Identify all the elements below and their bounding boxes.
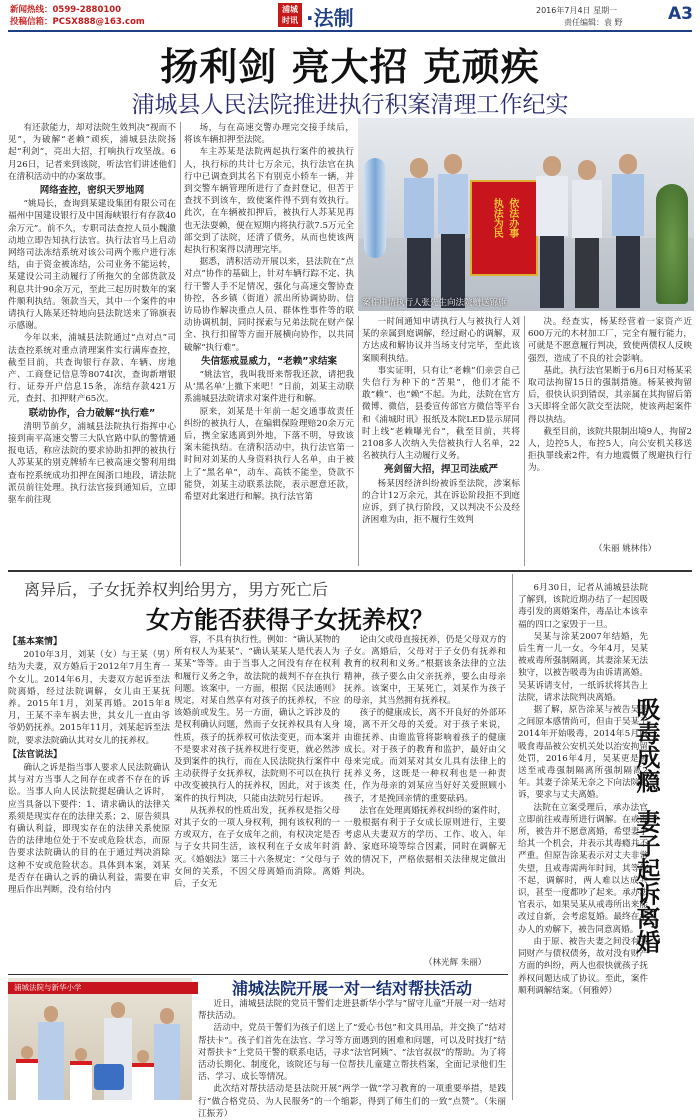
lead-divider-2 <box>358 316 359 566</box>
activity-banner <box>8 982 198 994</box>
custody-headline: 女方能否获得子女抚养权？ <box>146 606 434 634</box>
paragraph: 事实证明，只有让“老赖”们亲尝自己失信行为种下的“苦果”，他们才能不敢“赖”、也“赖”不起。为此，法院在官方微博、微信，县委宣传部官方微信等平台和《浦城时讯》报纸及本院LED显示屏同时上线“老赖曝光台”，截至目前，共将2108多人次纳入失信被执行人名单，22名被执行人主动履行义务。 <box>362 365 520 462</box>
lead-col-3 <box>362 316 520 566</box>
paragraph: 一时间通知申请执行人与被执行人刘某的亲属到庭调解，经过耐心的调解，双方达成和解协议并当场支付完毕，至此该案顺利执结。 <box>362 317 520 364</box>
subhead: 亮剑留大招，捍卫司法威严 <box>383 464 498 476</box>
custody-col-3 <box>344 634 506 950</box>
paragraph: “姚局长，查询到某建设集团有限公司在福州中国建设银行及中国海峡银行有存款40余万元”。前不久，专职司法查控人员小魏激动地立即告知执行法官。执行法官马上启动网络司法冻结系统对该公司两个账户进行冻结，由于资金被冻结，公司业务不能运转，某建设公司主动履行了所拖欠的全部货款及利息共计90余万元，至此三起历时数年的案件顺利执结。领款当天，其中一个案件的申请执行人陈某还特地向县法院送来了锦旗表示感谢。 <box>8 199 176 332</box>
drug-body <box>518 582 648 1100</box>
paragraph: 吴某与涂某2007年结婚，先后生育一儿一女。今年4月，吴某被戒毒所强制隔离，其妻涂某无法独守，以被告吸毒为由诉请离婚。吴某诉请支付，一纸诉状将其告上法院，请求法院判决离婚。 <box>518 631 648 703</box>
lead-col-1 <box>8 122 176 566</box>
right-divider <box>512 574 513 1100</box>
activity-banner-text: 浦城法院与新华小学 <box>14 983 82 992</box>
lead-headline: 扬利剑 亮大招 克顽疾 <box>160 45 540 89</box>
lead-divider-3 <box>524 316 525 566</box>
paragraph: 容，不具有执行性。例如：“确认某物的所有权人为某某”、“确认某某人是代表人为某某”等等。由于当事人之间没有存在权利和履行义务之争，故法院的裁判不存在执行问题。该案中，一方面，根据《民法通则》规定，对某自然享有对孩子的抚养权，不应该婚前或发生。另一方面，确认之诉涉及的是权利确认问题，然而子女抚养权具有人身性质，孩子的抚养权可依法变更，而本案并不是要求对孩子抚养权进行变更，就必然涉及到案件的执行，而在人民法院执行案件中主动获得子女抚养权，法院则不可以在执行中改变被执行人的抚养权，因此，对于该类案件的执行判决，只能由法院另行起诉。 <box>174 635 340 804</box>
adult-3 <box>154 1008 180 1100</box>
paragraph: 从抚养权的性质出发，抚养权是指父母对其子女的一项人身权利，拥有该权利的一方或双方，在子女成年之前，有权决定是否与子女共同生活，该权利在子女成年时消灭。《婚姻法》第三十六条规定：“父母与子女间的关系，不因父母离婚而消除。离婚后，子女无 <box>174 805 340 890</box>
paragraph: 有还款能力，却对法院生效判决“视而不见”，为破解“老赖”顽疾，浦城县法院扬起“利剑”，亮出大招，打响执行攻坚战。6月26日，记者来到该院，听法官们讲述他们在清积活动中的办案故事。 <box>8 123 176 182</box>
custody-col-2 <box>174 634 340 970</box>
activity-headline: 浦城法院开展一对一结对帮扶活动 <box>231 979 472 998</box>
paragraph: 清明节前夕，浦城县法院执行指挥中心接到南平高速交警三大队官路中队的警情通报电话，称应法院的要求协助扣押的被执行人苏某某的别克牌轿车已被高速交警利用缉查布控系统成功扣押在闽浙口地段，请法院派员前往处理。执行法官接到通知后，立即驱车前往现 <box>8 421 176 506</box>
lead-col-4 <box>528 316 692 536</box>
page-number: A3 <box>668 4 693 24</box>
lead-photo-caption: 案件申请执行人张先生向法院赠送锦旗 <box>362 298 507 308</box>
person-5 <box>612 154 644 308</box>
section-label: 【法官说法】 <box>8 749 63 760</box>
paragraph: 确认之诉是指当事人要求人民法院确认其与对方当事人之间存在或者不存在的诉讼。当事人向人民法院提起确认之诉时，应当具备以下要件：1、请求确认的法律关系须是现实存在的法律关系；2、原告须具有确认利益，即现实存在的法律关系使原告的法律地位处于不安或危险状态，而原告要求法院确认的目的在于通过判决消除这种不安或危险状态。具体到本案，刘某是否存在确认之诉的确认利益，需要在审理后作出判断，没有给付内 <box>8 763 170 896</box>
hotline: 新闻热线：0599-2880100 <box>10 5 122 15</box>
plant <box>656 184 688 304</box>
person-3 <box>536 156 568 308</box>
masthead-rule <box>8 30 692 32</box>
paragraph: 场，与在高速交警办理完交接手续后，将该车辆扣押至法院。 <box>184 123 354 146</box>
paragraph: 决。经查实，杨某经营着一家资产近600万元的木材加工厂，完全有履行能力，可就是不愿意履行判决，致使两债权人反映强烈，造成了不良的社会影响。 <box>528 317 692 364</box>
paragraph: 法院在立案受理后，承办法官立即前往戒毒所进行调解。在戒毒所，被告并不愿意离婚，希望妻子给其一个机会，并表示其毒瘾并不严重。但原告涂某表示对丈夫非常失望，且戒毒需两年时间，其等待不起，调解时，两人难以达成共识，甚至一度都吵了起来。承办法官表示，如果吴某从戒毒所出来能改过自新，会考虑复婚。最终在承办人的劝解下，被告同意离婚。 <box>518 802 648 935</box>
paragraph: 由于原、被告夫妻之间没有共同财产与债权债务，故对没有财产方面的纠纷，两人也很快就孩子抚养权问题达成了协议。至此，案件顺利调解结案。（何雅婷） <box>518 936 648 996</box>
lead-subheadline: 浦城县人民法院推进执行积案清理工作纪实 <box>131 92 569 118</box>
paragraph: 截至目前，该院共限制出境9人，拘留2人，边控5人，布控5人，向公安机关移送拒执罪线索2件，有力地震慑了规避执行行为。 <box>528 426 692 474</box>
lead-col-2 <box>184 122 354 566</box>
subhead: 网络查控，密织天罗地网 <box>39 185 145 197</box>
banner <box>470 180 538 276</box>
paragraph: “姚法官，我叫我哥来帮我还款，请把我从‘黑名单’上撤下来吧！”日前，刘某主动联系浦城县法院请求对案件进行和解。 <box>184 370 354 405</box>
vase <box>364 158 386 258</box>
child-3 <box>132 1050 154 1100</box>
masthead <box>0 0 700 30</box>
paragraph: 今年以来，浦城县法院通过“点对点”司法查控系统对重点清理案件实行满库查控，截至目前，共查询银行存款、车辆、房地产、工商登记信息等8074I次，查询新增银行、证券开户信息15条，冻结存款421万元，查封、扣押财产65次。 <box>8 333 176 405</box>
custody-col-1 <box>8 634 170 970</box>
paragraph: 法官在处理离婚抚养权纠纷的案件时，一般根据有利于子女成长原则进行，主要考虑从夫妻双方的学历、工作、收入、年龄、家庭环境等综合因素，同时在调解无效的情况下，严格依据相关法律规定做出判决。 <box>344 805 506 877</box>
paragraph: 活动中，党员干警们为孩子们送上了“爱心书包”和文具用品，并交换了“结对帮扶卡”。孩子们首先在法官、学习等方面遇到的困难和问题，可以及时找打“结对帮扶卡”上党员干警的联系电话，寻求“法官阿姨”、“法官叔叔”的帮助。为了将活动长期化、制度化，该院还与每一位帮扶儿童建立帮扶档案，全面记录他们生活、学习、成长等情况。 <box>198 1023 506 1083</box>
section-rule-1 <box>8 570 692 572</box>
email: 投稿信箱：PCSX888@163.com <box>10 17 145 27</box>
activity-body <box>198 998 506 1119</box>
paragraph: 基此，执行法官果断于6月6日对杨某采取司法拘留15日的强制措施。杨某被拘留后，很快认识到错误，其亲属在其拘留后第3天即将全部欠款交至法院，使该两起案件得以执结。 <box>528 365 692 425</box>
paragraph: 近日，浦城县法院的党员干警们走进县新华小学与“留守儿童”开展一对一结对帮扶活动。 <box>198 999 506 1022</box>
paragraph: 孩子的健康成长，离不开良好的外部环境，离不开父母的关爱。对于孩子来说，由谁抚养、由谁监管将影响着孩子的健康成长。对于孩子的教育和监护，最好由父母来完成。而刘某对其女儿具有法律上的抚养义务，这既是一种权利也是一种责任，作为母亲的刘某应当好好关爱照顾小孩子，才是挽回亲情的重要砝码。 <box>344 708 506 804</box>
activity-photo <box>8 978 192 1100</box>
issue-date: 2016年7月4日 星期一 <box>536 6 618 15</box>
paragraph: 此次结对帮扶活动是县法院开展“两学一做”学习教育的一项重要举措，是践行“做合格党员、为人民服务”的一个缩影，得到了师生们的一致“点赞”。（朱丽 江振芳） <box>198 1084 506 1119</box>
subhead: 失信惩戒显威力，“老赖”求结案 <box>201 355 337 367</box>
custody-signature: （林光辉 朱丽） <box>424 958 487 968</box>
paragraph: 车主苏某是法院两起执行案件的被执行人，执行标的共计七万余元，执行法官在执行中已调查到其名下有别克小轿车一辆，并到交警车辆管理所进行了查封登记，但苦于查找不到该车，致使案件得不到有效执行。此次，在车辆被扣押后，被执行人苏某见再也无法耍赖，便在短期内将执行款7.5万元全部交到了法院，还清了债务，从而也使该两起执行积案得以清理完毕。 <box>184 147 354 256</box>
schoolbag <box>94 1064 124 1090</box>
person-2 <box>438 154 468 308</box>
paragraph: 据悉，清积活动开展以来，县法院在“点对点”协作的基础上，针对车辆行踪不定、执行干警人手不足情况，强化与高速交警协查协控，各乡镇（街道）派出所协调协助、信访局协作解决重点人员、群体性事件等的联动协调机制，同时探索与兄弟法院在财产保全、执行扣留等方面开展横向协作，以共同破解“执行难”。 <box>184 257 354 353</box>
child-2 <box>70 1048 92 1100</box>
paragraph: 杨某因经济纠纷被诉至法院，涉案标的合计12万余元，其在诉讼阶段拒不到庭应诉，到了执行阶段，又以判决不公及经济困难为由，拒不履行生效判 <box>362 478 520 526</box>
paragraph: 据了解，原告涂某与被告吴某之间原本感情尚可，但由于吴某于2014年开始吸毒，2014年5月因吸食毒品被公安机关处以治安拘留处罚，2016年4月，吴某更是被送至戒毒强制隔离所强制隔离2年。其妻子涂某无奈之下向法院起诉，要求与丈夫离婚。 <box>518 705 648 801</box>
logo-text: 浦城时讯 <box>282 5 298 25</box>
paragraph: 6月30日，记者从浦城县法院了解到，该院近期办结了一起因吸毒引发的离婚案件，毒品让本该幸福的四口之家毁于一旦。 <box>518 583 648 630</box>
paragraph: 论由父或母直接抚养，仍是父母双方的子女。离婚后，父母对于子女仍有抚养和教育的权利和义务。”根据该条法律的立法精神，孩子要么由父亲抚养，要么由母亲抚养。该案中，王某死亡，刘某作为孩子的母亲，其当然拥有抚养权。 <box>344 635 506 707</box>
lead-divider-1 <box>180 122 181 566</box>
section-label: 【基本案情】 <box>8 637 63 647</box>
drug-headline <box>632 680 692 1040</box>
subhead: 联动协作，合力破解“执行难” <box>28 407 156 419</box>
lead-signature: （朱丽 姚林伟） <box>594 544 657 554</box>
section-title: ·法制 <box>306 6 354 30</box>
paragraph: 2010年3月，刘某（女）与王某（男）结为夫妻，双方婚后于2012年7月生育一个女儿。2014年6月，夫妻双方起诉至法院离婚，经过法院调解，女儿由王某抚养。2015年1月，刘某再婚。2015年8月，王某不幸车祸去世，其女儿一直由爷爷奶奶抚养。2015年11月，刘某起诉至法院，要求法院确认其对女儿的抚养权。 <box>8 650 170 746</box>
custody-kicker: 离异后，子女抚养权判给男方，男方死亡后 <box>24 580 329 599</box>
person-1 <box>404 158 434 308</box>
child-1 <box>16 1046 38 1100</box>
logo <box>278 3 302 27</box>
drug-headline-text: 吸毒成瘾 妻子起诉离婚 <box>632 696 660 954</box>
lead-photo <box>358 118 694 311</box>
person-4 <box>572 160 602 308</box>
section-rule-2 <box>8 974 508 975</box>
banner-line2: 依法办事 <box>506 198 518 238</box>
paragraph: 原来，刘某是十年前一起交通事故责任纠纷的被执行人，在编辑保险理赔20余万元后，携全家逃离到外地，下落不明，导致该案未能执结。在清积活动中，执行法官第一时间对刘某的人身资料执行人名单，由于被上了“黑名单”，动车、高铁不能坐，贷款不能贷，刘某主动联系法院，表示愿意还款，希望对此案进行和解。执行法官第 <box>184 406 354 503</box>
banner-line1: 执法为民 <box>491 198 503 238</box>
adult-1 <box>38 1006 64 1100</box>
editor: 责任编辑：袁 野 <box>564 18 623 27</box>
